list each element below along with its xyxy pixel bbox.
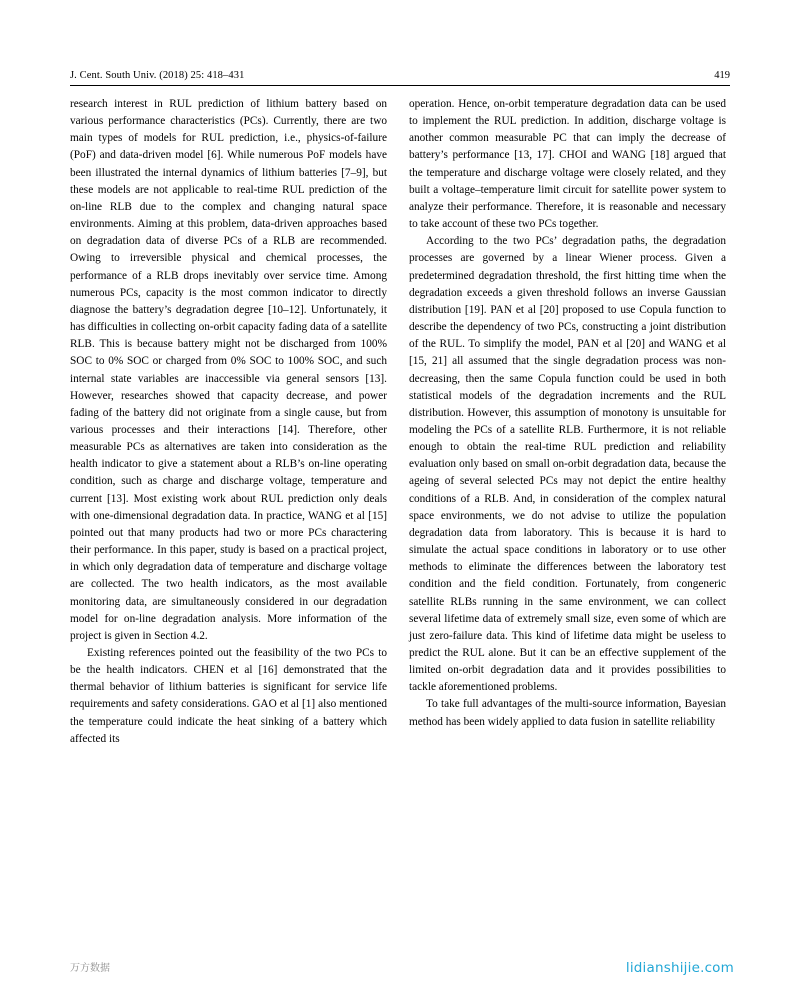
watermark-wanfang: 万方数据 [70, 963, 110, 974]
page-header [70, 70, 730, 86]
paragraph: operation. Hence, on-orbit temperature degradation data can be used to implement the RUL prediction. In addition, discharge voltage is another common measurable PC that can imply the decrease of battery’s performance [13, 17]. CHOI and WANG [18] argued that the temperature and discharge voltage were closely related, and they built a voltage–temperature limit circuit for satellite power system to analyze their performance. Therefore, it is reasonable and necessary to take account of these two PCs together. [409, 98, 726, 231]
paragraph: research interest in RUL prediction of lithium battery based on various performance characteristics (PCs). Currently, there are two main types of models for RUL prediction, i.e., physics-of-failure (PoF) and data-driven model [6]. While numerous PoF models have been illustrated the internal dynamics of lithium batteries [7–9], but these models are not applicable to real-time RUL prediction of the on-line RLB due to the complex and changing natural space environments. Aiming at this problem, data-driven approaches based on degradation data of diverse PCs of a RLB are recommended. Owing to irreversible physical and chemical processes, the performance of a RLB drops inevitably over service time. Among numerous PCs, capacity is the most common indicator to directly diagnose the battery’s degradation degree [10–12]. Unfortunately, it has difficulties in collecting on-orbit capacity fading data of a satellite RLB. This is because battery might not be discharged from 100% SOC to 0% SOC or charged from 0% SOC to 100% SOC, and such internal state variables are inaccessible via general sensors [13]. However, researches showed that capacity decrease, and power fading of the battery did not originate from a single cause, but from various processes and their interactions [14]. Therefore, other measurable PCs as alternatives are taken into consideration as the health indicator to give a statement about a RLB’s on-line operating condition, such as charge and discharge voltage, temperature and current [13]. Most existing work about RUL prediction only deals with one-dimensional degradation data. In practice, WANG et al [15] pointed out that many products had two or more PCs charactering their performance. In this paper, study is based on a practical project, in which only degradation data of temperature and discharge voltage are collected. The two health indicators, as the most available monitoring data, are simultaneously considered in our degradation model for on-line degradation analysis. More information of the project is given in Section 4.2. [70, 98, 387, 642]
paragraph: To take full advantages of the multi-source information, Bayesian method has been widely applied to data fusion in satellite reliability [409, 698, 726, 728]
watermark-lidianshijie: lidianshijie.com [625, 960, 734, 976]
two-column-body [70, 96, 730, 748]
right-column [409, 96, 726, 748]
left-column [70, 96, 387, 748]
page-number: 419 [714, 70, 730, 81]
paragraph: Existing references pointed out the feasibility of the two PCs to be the health indicators. CHEN et al [16] demonstrated that the thermal behavior of lithium batteries is significant for service life requirements and safety considerations. GAO et al [1] also mentioned the temperature could indicate the heat sinking of a battery which affected its [70, 647, 387, 745]
paragraph: According to the two PCs’ degradation paths, the degradation processes are governed by a linear Wiener process. Given a predetermined degradation threshold, the first hitting time when the degradation exceeds a given threshold follows an inverse Gaussian distribution [19]. PAN et al [20] proposed to use Copula function to describe the dependency of two PCs, constructing a joint distribution of the RUL. To simplify the model, PAN et al [20] and WANG et al [15, 21] all assumed that the single degradation process was non-decreasing, then the same Copula function could be used in both statistical models of the degradation increments and the RUL distribution. However, this assumption of monotony is unsuitable for modeling the PCs of a satellite RLB. Furthermore, it is not reliable enough to obtain the real-time RUL prediction and reliability evaluation only based on small on-orbit degradation data, because the ageing of several selected PCs may not depict the entire healthy conditions of a RLB. And, in consideration of the complex natural space environments, we do not advise to utilize the population degradation data from laboratory. This is because it is hard to simulate the actual space conditions in laboratory or to use other methods to eliminate the differences between the laboratory test condition and the field condition. Fortunately, from congeneric satellite RLBs running in the same environment, we can collect several lifetime data of extremely small size, even some of which are just zero-failure data. This kind of lifetime data might be useless to predict the RUL alone. But it can be an effective supplement of the limited on-orbit degradation data and it provides possibilities to tackle aforementioned problems. [409, 235, 726, 694]
journal-citation: J. Cent. South Univ. (2018) 25: 418–431 [70, 70, 245, 81]
